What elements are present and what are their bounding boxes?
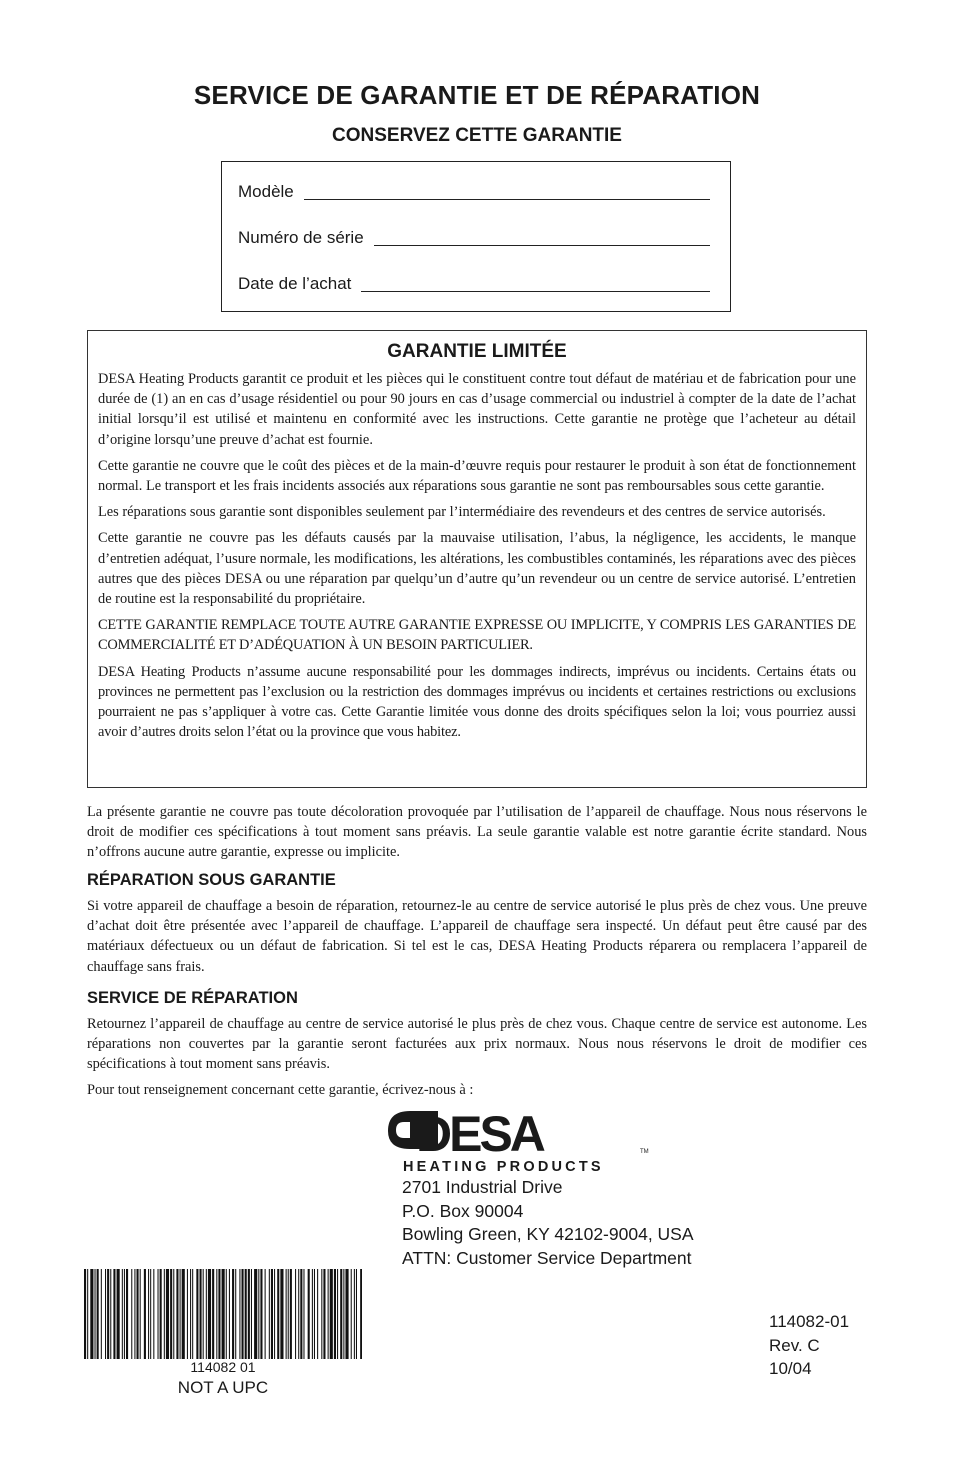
barcode-bar: [144, 1269, 146, 1359]
logo-tagline: HEATING PRODUCTS: [403, 1159, 604, 1175]
barcode-bar: [87, 1269, 88, 1359]
page-subtitle: CONSERVEZ CETTE GARANTIE: [332, 125, 622, 146]
barcode-bar: [351, 1269, 352, 1359]
address-line-4: ATTN: Customer Service Department: [402, 1247, 692, 1268]
barcode-bar: [95, 1269, 96, 1359]
warranty-paragraph: Les réparations sous garantie sont disponibles seulement par l’intermédiaire des revendeurs et des centres de service autorisés.: [98, 504, 826, 521]
limited-warranty-title: GARANTIE LIMITÉE: [387, 341, 567, 362]
repair-service-section: [87, 989, 867, 1100]
desa-logo: [386, 1105, 656, 1175]
page-title: SERVICE DE GARANTIE ET DE RÉPARATION: [193, 80, 761, 110]
barcode-bar: [212, 1269, 214, 1359]
warranty-repair-heading: RÉPARATION SOUS GARANTIE: [87, 871, 336, 889]
barcode-bar: [337, 1269, 338, 1359]
barcode-bar: [84, 1269, 86, 1359]
barcode-bar: [222, 1269, 225, 1359]
barcode-bar: [360, 1269, 362, 1359]
warranty-repair-text: Si votre appareil de chauffage a besoin de réparation, retournez-le au centre de service autorisé le plus près de chez vous. Une preuve d’achat doit être présentée avec l’appareil de chauffage. L’appareil de chauffage sera inspecté. Un défaut peut être causé par des matériaux défectueux ou un défaut de fabrication. Si tel est le cas, DESA Heating Products réparera ou remplacera l’appareil de chauffage sans frais.: [87, 898, 867, 975]
purchase-date-label: Date de l’achat: [238, 274, 352, 293]
barcode-bar: [323, 1269, 325, 1359]
warranty-paragraph: Cette garantie ne couvre pas les défauts causés par la mauvaise utilisation, l’abus, la négligence, les accidents, le manque d’entretien adéquat, l’usure normale, les modifications, les altérations, les combustibles contaminés, les réparations avec des pièces autres que des pièces DESA ou une réparation par quelqu’un d’autre qu’un revendeur ou un centre de service autorisé. L’entretien de routine est la responsabilité du propriétaire.: [98, 530, 856, 608]
model-row: [238, 182, 710, 202]
barcode-bar: [206, 1269, 207, 1359]
barcode-bar: [131, 1269, 132, 1359]
disclaimer-section: [87, 802, 867, 863]
barcode-bar: [356, 1269, 357, 1359]
barcode-bar: [176, 1269, 178, 1359]
barcode-bar: [271, 1269, 273, 1359]
logo-trademark: TM: [640, 1149, 649, 1155]
barcode-bar: [203, 1269, 204, 1359]
barcode-bar: [137, 1269, 139, 1359]
barcode-bar: [232, 1269, 234, 1359]
barcode-bar: [328, 1269, 329, 1359]
barcode-bar: [101, 1269, 102, 1359]
model-label: Modèle: [238, 182, 294, 201]
barcode-bar: [321, 1269, 322, 1359]
repair-service-text: Retournez l’appareil de chauffage au centre de service autorisé le plus près de chez vous. Chaque centre de service est autonome. Les réparations non couvertes par la garantie seront facturées aux prix normaux. Nous nous réservons le droit de modifier ces spécifications à tout moment sans préavis.: [87, 1016, 867, 1073]
document-info: [769, 1310, 849, 1381]
barcode-bar: [148, 1269, 149, 1359]
purchase-date-field-line[interactable]: [361, 290, 710, 292]
barcode-bar: [216, 1269, 217, 1359]
barcode-bar: [345, 1269, 348, 1359]
barcode-bar: [239, 1269, 240, 1359]
barcode-bar: [274, 1269, 275, 1359]
limited-warranty-box: [87, 330, 867, 788]
barcode-bar: [245, 1269, 247, 1359]
barcode-bar: [196, 1269, 198, 1359]
barcode-bar: [117, 1269, 120, 1359]
barcode-bar: [340, 1269, 342, 1359]
barcode-bar: [180, 1269, 181, 1359]
barcode-bar: [182, 1269, 185, 1359]
barcode-bar: [251, 1269, 252, 1359]
mailing-address: [402, 1176, 694, 1270]
barcode-bar: [173, 1269, 174, 1359]
barcode-bar: [226, 1269, 227, 1359]
revision-date: 10/04: [769, 1359, 812, 1378]
barcode-bar: [277, 1269, 279, 1359]
barcode-bar: [158, 1269, 159, 1359]
purchase-date-row: [238, 274, 710, 294]
barcode-bar: [90, 1269, 93, 1359]
barcode-bar: [113, 1269, 115, 1359]
barcode-bar: [343, 1269, 344, 1359]
barcode-bar: [334, 1269, 336, 1359]
contact-intro: Pour tout renseignement concernant cette garantie, écrivez-nous à :: [87, 1081, 474, 1098]
barcode-bar: [254, 1269, 257, 1359]
barcode-bar: [354, 1269, 355, 1359]
barcode-bar: [164, 1269, 165, 1359]
logo-wordmark: DESA: [416, 1106, 543, 1162]
barcode-bar: [97, 1269, 99, 1359]
warranty-paragraph: Cette garantie ne couvre que le coût des pièces et de la main-d’œuvre requis pour restaurer le produit à son état de fonctionnement normal. Le transport et les frais incidents associés aux réparations sous garantie ne sont pas remboursables sous cette garantie.: [98, 457, 856, 495]
barcode-bar: [166, 1269, 169, 1359]
warranty-paragraph: CETTE GARANTIE REMPLACE TOUTE AUTRE GARANTIE EXPRESSE OU IMPLICITE, Y COMPRIS LES GARANTIES DE COMMERCIALITÉ ET D’ADÉQUATION À UN BESOIN PARTICULIER.: [98, 617, 856, 654]
serial-label: Numéro de série: [238, 228, 364, 247]
barcode-bar: [200, 1269, 202, 1359]
barcode-bar: [290, 1269, 292, 1359]
barcode-bar: [126, 1269, 128, 1359]
barcode-bar: [190, 1269, 191, 1359]
warranty-repair-section: [87, 871, 867, 977]
barcode-bar: [110, 1269, 111, 1359]
address-line-1: 2701 Industrial Drive: [402, 1177, 563, 1197]
part-number: 114082-01: [769, 1312, 850, 1331]
barcode-bar: [105, 1269, 106, 1359]
repair-service-heading: SERVICE DE RÉPARATION: [87, 989, 298, 1007]
barcode-bar: [160, 1269, 162, 1359]
warranty-paragraph: DESA Heating Products n’assume aucune responsabilité pour les dommages indirects, imprévus ou incidents. Certains états ou provinces ne permettent pas l’exclusion ou la restriction des dommages imprévus ou incidents et certaines restrictions ou exclusions pourraient ne pas s’appliquer à votre cas. Cette Garantie limitée vous donne des droits spécifiques selon la loi; vous pourriez aussi avoir d’autres droits selon l’état ou la province que vous habitez.: [98, 663, 856, 741]
barcode-bar: [286, 1269, 287, 1359]
barcode-bar: [300, 1269, 302, 1359]
barcode-number: 114082 01: [190, 1359, 256, 1375]
barcode-image: [84, 1269, 362, 1359]
barcode-bar: [218, 1269, 220, 1359]
barcode-bar: [269, 1269, 270, 1359]
barcode-bar: [260, 1269, 262, 1359]
address-line-3: Bowling Green, KY 42102-9004, USA: [402, 1224, 694, 1244]
serial-field-line[interactable]: [374, 244, 710, 246]
revision: Rev. C: [769, 1335, 820, 1355]
barcode-bar: [170, 1269, 172, 1359]
disclaimer-text: La présente garantie ne couvre pas toute décoloration provoquée par l’utilisation de l’appareil de chauffage. Nous nous réservons le droit de modifier ces spécifications à tout moment sans préavis. La seule garantie valable est notre garantie écrite standard. Nous n’offrons aucune autre garantie, expresse ou implicite.: [87, 804, 867, 861]
barcode-bar: [288, 1269, 289, 1359]
serial-row: [238, 228, 710, 248]
barcode-bar: [229, 1269, 230, 1359]
barcode-bar: [308, 1269, 310, 1359]
address-line-2: P.O. Box 90004: [402, 1200, 524, 1221]
barcode-bar: [124, 1269, 125, 1359]
barcode-bar: [153, 1269, 154, 1359]
barcode-bar: [107, 1269, 109, 1359]
barcode-bar: [317, 1269, 318, 1359]
barcode-bar: [303, 1269, 304, 1359]
registration-box: [221, 161, 731, 312]
barcode-bar: [208, 1269, 211, 1359]
barcode-bar: [280, 1269, 283, 1359]
warranty-paragraph: DESA Heating Products garantit ce produit et les pièces qui le constituent contre tout défaut de matériau et de fabrication pour une durée de (1) an en cas d’usage résidentiel ou pour 90 jours en cas d’usage commercial ou industriel à compter de la date de l’achat initial lorsqu’il est utilisé et maintenu en conformité avec les instructions. Cette garantie ne protège que l’acheteur au détail d’origine lorsqu’une preuve d’achat est fournie.: [98, 371, 856, 448]
model-field-line[interactable]: [304, 198, 710, 200]
barcode-bar: [140, 1269, 141, 1359]
barcode-bar: [235, 1269, 236, 1359]
barcode-bar: [248, 1269, 250, 1359]
barcode-bar: [330, 1269, 333, 1359]
barcode-bar: [312, 1269, 313, 1359]
barcode-bar: [242, 1269, 244, 1359]
barcode-note: NOT A UPC: [177, 1378, 269, 1397]
barcode-bar: [298, 1269, 299, 1359]
barcode-bar: [150, 1269, 151, 1359]
barcode-bar: [134, 1269, 135, 1359]
barcode-bar: [314, 1269, 315, 1359]
barcode-bar: [258, 1269, 259, 1359]
barcode-bar: [187, 1269, 188, 1359]
barcode-bar: [265, 1269, 266, 1359]
barcode-bar: [295, 1269, 296, 1359]
barcode-bar: [122, 1269, 123, 1359]
barcode-bar: [192, 1269, 193, 1359]
